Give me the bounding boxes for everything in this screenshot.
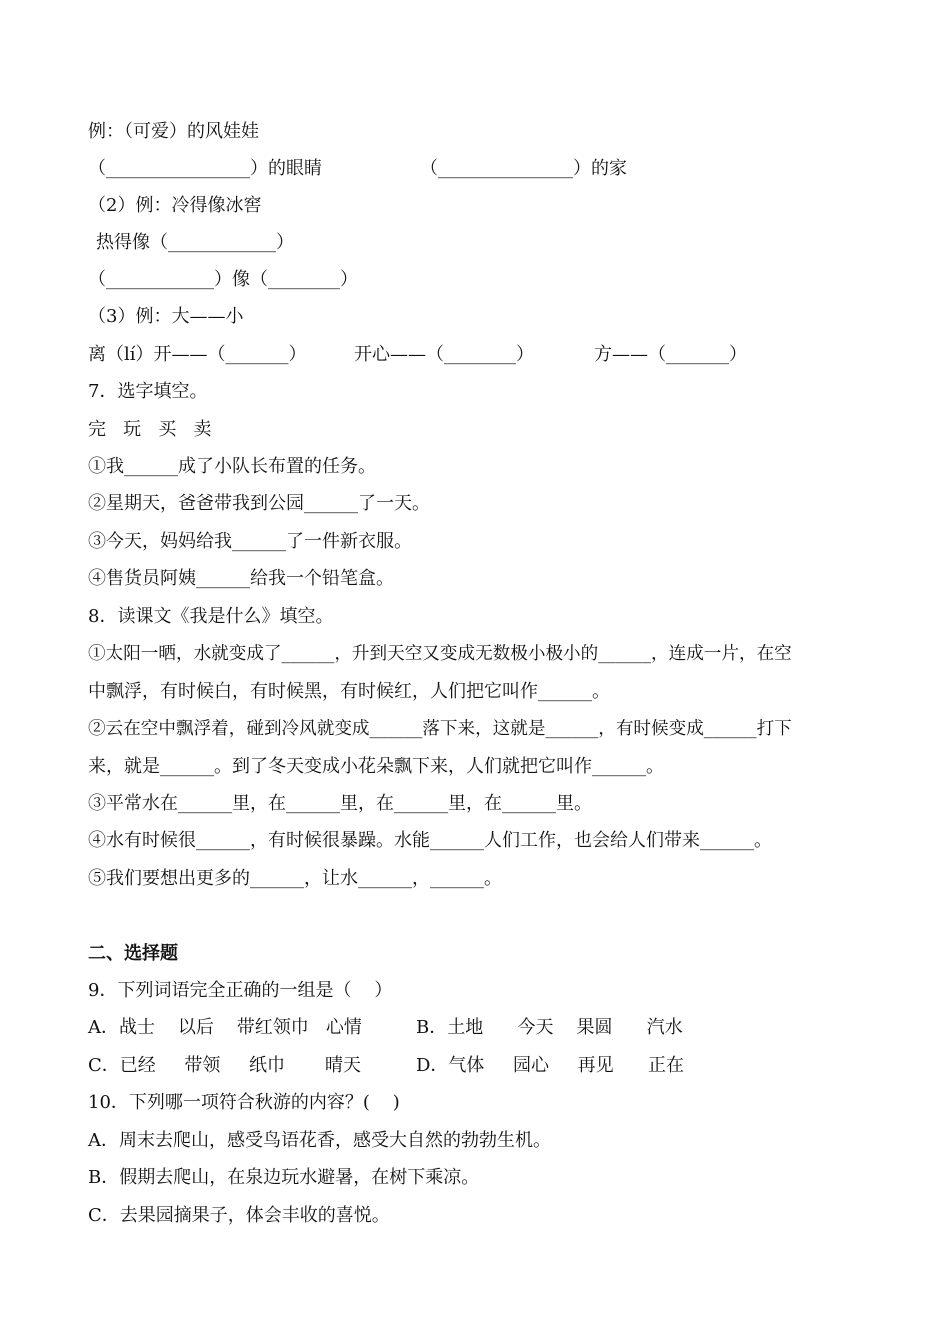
q10-option-c: C．去果园摘果子，体会丰收的喜悦。 [88,1205,390,1226]
fill-item-3: ③今天，妈妈给我______了一件新衣服。 [88,531,412,552]
passage-line-6: ④水有时候很______，有时候很暴躁。水能______人们工作，也会给人们带来______。 [88,830,772,851]
sub-question-3-example: （3）例：大——小 [88,306,244,327]
section-title-choice: 二、选择题 [88,943,178,964]
blank-like: （____________）像（________） [88,269,358,290]
passage-line-2: 中飘浮，有时候白，有时候黑，有时候红，人们把它叫作______。 [88,681,610,702]
question-10-title: 10．下列哪一项符合秋游的内容？( ) [88,1092,400,1113]
passage-line-1: ①太阳一晒，水就变成了______，升到天空又变成无数极小极小的______，连成一片，在空 [88,644,792,664]
question-8-title: 8．读课文《我是什么》填空。 [88,606,334,627]
blank-hot-like: 热得像（____________） [96,232,294,253]
question-7-title: 7．选字填空。 [88,381,208,402]
antonym-happy: 开心——（________） [354,344,534,365]
passage-line-3: ②云在空中飘浮着，碰到冷风就变成______落下来，这就是______，有时候变成______打下 [88,719,792,739]
passage-line-4: 来，就是______。到了冬天变成小花朵飘下来，人们就把它叫作______。 [88,756,664,777]
option-d: D．气体 园心 再见 正在 [416,1055,684,1076]
blank-eyes: （________________）的眼睛 [88,158,322,179]
antonym-leave: 离（lí）开——（_______） [88,344,307,365]
passage-line-5: ③平常水在______里，在______里，在______里，在______里。 [88,793,592,814]
word-choices: 完 玩 买 卖 [88,419,212,440]
option-c: C．已经 带领 纸巾 晴天 [88,1055,362,1076]
option-b: B．土地 今天 果圆 汽水 [416,1017,683,1038]
q10-option-a: A．周末去爬山，感受鸟语花香，感受大自然的勃勃生机。 [88,1130,551,1151]
option-a: A．战士 以后 带红领巾 心情 [88,1017,362,1038]
fill-item-1: ①我______成了小队长布置的任务。 [88,456,376,477]
example-line: 例：（可爱）的风娃娃 [88,121,259,142]
blank-home: （_______________）的家 [420,158,627,179]
passage-line-7: ⑤我们要想出更多的______，让水______，______。 [88,868,502,889]
fill-item-4: ④售货员阿姨______给我一个铅笔盒。 [88,568,394,589]
sub-question-2-example: （2）例：冷得像冰窖 [88,195,262,216]
question-9-title: 9．下列词语完全正确的一组是（ ） [88,980,393,1001]
fill-item-2: ②星期天，爸爸带我到公园______了一天。 [88,493,430,514]
antonym-square: 方——（_______） [594,344,747,365]
q10-option-b: B．假期去爬山，在泉边玩水避暑，在树下乘凉。 [88,1167,480,1188]
